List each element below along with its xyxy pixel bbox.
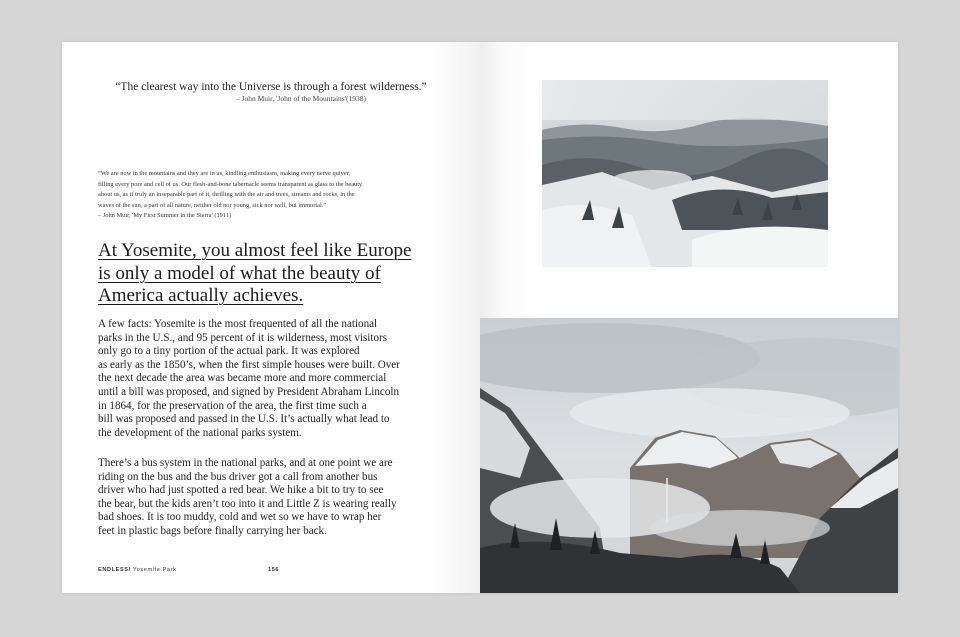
long-quote [98, 169, 448, 222]
main-quote-attribution: – John Muir, 'John of the Mountains'(1938) [235, 94, 367, 103]
headline-line: is only a model of what the beauty of [98, 262, 381, 284]
long-quote-attribution: – John Muir, 'My First Summer in the Sierra' (1911) [98, 212, 232, 219]
footer-section: Yosemite Park [132, 567, 177, 573]
long-quote-line: “We are now in the mountains and they are in us, kindling enthusiasm, making every nerve quiver, [98, 170, 351, 177]
page-footer [98, 567, 438, 579]
left-page [62, 42, 480, 593]
body-paragraph-1: A few facts: Yosemite is the most frequented of all the national parks in the U.S., and 95 percent of it is wilderness, most visitors only go to a tiny portion of the actual park. It was explored as early as the 1850’s, when the first simple houses were built. Over the next decade the area was became more and more commercial until a bill was proposed, and signed by President Abraham Lincoln in 1864, for the preservation of the area, the first time such a bill was proposed and passed in the U.S. It’s actually what lead to the development of the national parks system. [98, 318, 400, 439]
long-quote-line: about us, as if truly an inseparable part of it, thrilling with the air and trees, streams and rocks, in the [98, 191, 355, 198]
long-quote-line: waves of the sun, a part of all nature, neither old nor young, sick nor well, but immortal.” [98, 201, 327, 209]
snowy-valley-photo [542, 80, 828, 267]
main-quote [62, 80, 480, 104]
page-number: 156 [268, 567, 280, 573]
headline-line: At Yosemite, you almost feel like Europe [98, 240, 412, 261]
long-quote-line: filling every pore and cell of us. Our flesh-and-bone tabernacle seems transparent as glass to the beauty [98, 180, 363, 188]
main-quote-text: “The clearest way into the Universe is through a forest wilderness.” [115, 81, 427, 93]
headline [98, 240, 448, 308]
headline-line: America actually achieves. [98, 285, 304, 306]
footer-brand: ENDLESS/ [98, 567, 131, 573]
magazine-spread [62, 42, 898, 593]
yosemite-valley-photo [480, 318, 898, 593]
body-paragraph-2: There’s a bus system in the national parks, and at one point we are riding on the bus and the bus driver got a call from another bus driver who had just spotted a red bear. We hike a bit to try to see the bear, but the kids aren’t too into it and Little Z is wearing really bad shoes. It is too muddy, cold and wet so we have to wrap her feet in plastic bags before finally carrying her back. [98, 457, 397, 537]
